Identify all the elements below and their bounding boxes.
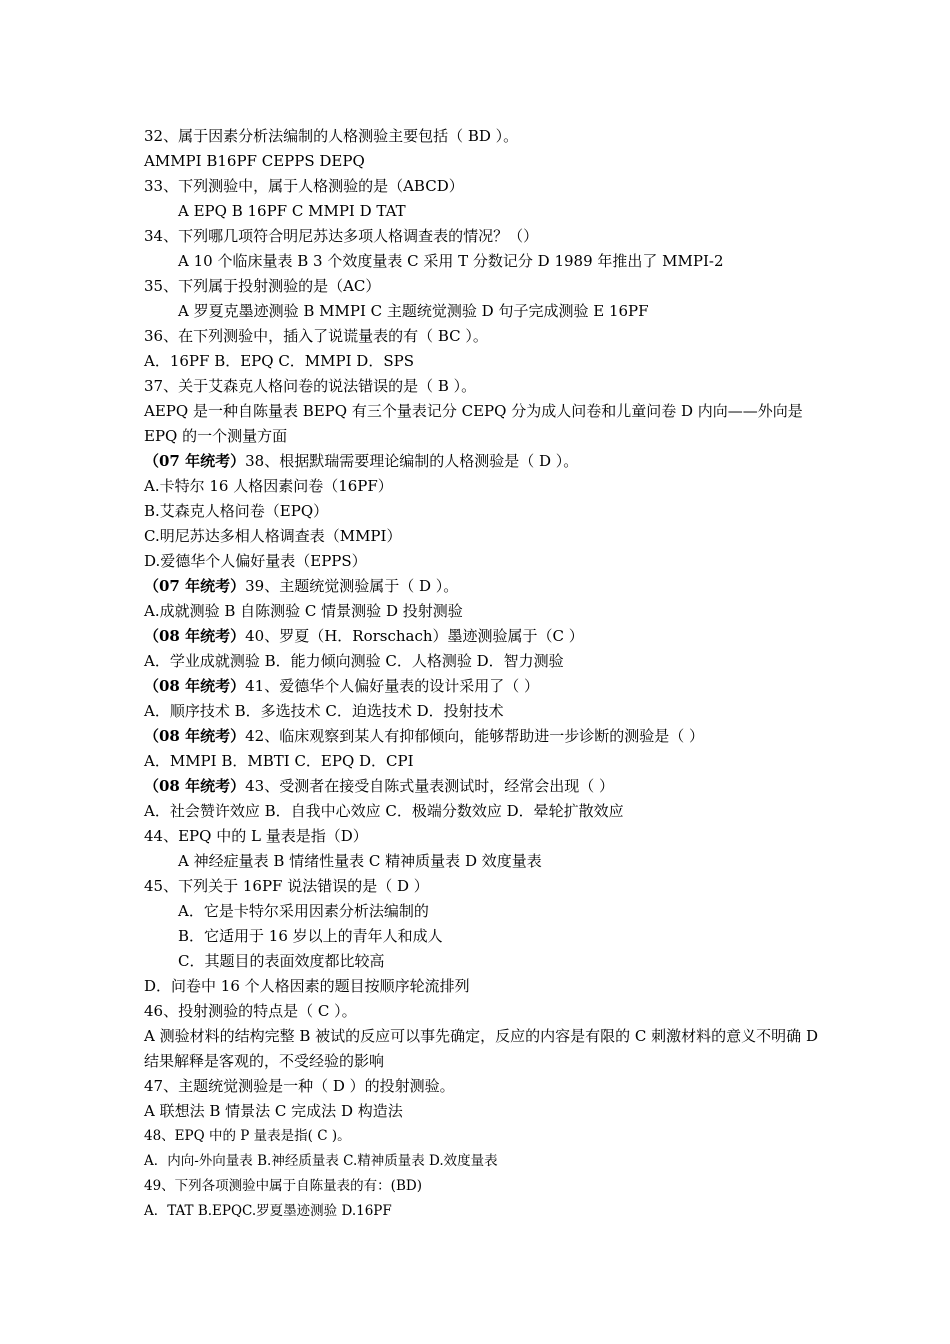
question-41 <box>144 674 824 699</box>
option-45-d: D．问卷中 16 个人格因素的题目按顺序轮流排列 <box>144 977 470 995</box>
question-text: 39、主题统觉测验属于（ D ）。 <box>245 577 459 595</box>
exam-tag: （07 年统考） <box>144 452 246 470</box>
question-text: 42、临床观察到某人有抑郁倾向，能够帮助进一步诊断的测验是（ ） <box>245 727 704 745</box>
exam-tag: （08 年统考） <box>144 727 246 745</box>
options-41: A．顺序技术 B．多选技术 C．迫选技术 D．投射技术 <box>144 702 504 720</box>
option-38-c: C.明尼苏达多相人格调查表（MMPI） <box>144 527 402 545</box>
options-34: A 10 个临床量表 B 3 个效度量表 C 采用 T 分数记分 D 1989 年推出了 MMPI-2 <box>178 252 724 270</box>
options-46: A 测验材料的结构完整 B 被试的反应可以事先确定，反应的内容是有限的 C 刺激材料的意义不明确 D 结果解释是客观的，不受经验的影响 <box>144 1027 818 1070</box>
question-35: 35、下列属于投射测验的是（AC） <box>144 277 381 295</box>
options-32: AMMPI B16PF CEPPS DEPQ <box>144 152 365 170</box>
options-35: A 罗夏克墨迹测验 B MMPI C 主题统觉测验 D 句子完成测验 E 16PF <box>178 302 649 320</box>
question-38 <box>144 449 824 474</box>
options-43: A．社会赞许效应 B．自我中心效应 C．极端分数效应 D．晕轮扩散效应 <box>144 802 624 820</box>
question-text: 38、根据默瑞需要理论编制的人格测验是（ D ）。 <box>245 452 579 470</box>
option-38-b: B.艾森克人格问卷（EPQ） <box>144 502 329 520</box>
options-33: A EPQ B 16PF C MMPI D TAT <box>178 202 406 220</box>
option-38-d: D.爱德华个人偏好量表（EPPS） <box>144 552 367 570</box>
exam-tag: （07 年统考） <box>144 577 246 595</box>
options-48: A．内向-外向量表 B.神经质量表 C.精神质量表 D.效度量表 <box>144 1153 498 1169</box>
question-text: 41、爱德华个人偏好量表的设计采用了（ ） <box>245 677 539 695</box>
document-page <box>144 124 824 1224</box>
question-43 <box>144 774 824 799</box>
question-45: 45、下列关于 16PF 说法错误的是（ D ） <box>144 877 429 895</box>
option-45-c: C．其题目的表面效度都比较高 <box>178 952 385 970</box>
question-42 <box>144 724 824 749</box>
options-47: A 联想法 B 情景法 C 完成法 D 构造法 <box>144 1102 403 1120</box>
question-36: 36、在下列测验中，插入了说谎量表的有（ BC ）。 <box>144 327 488 345</box>
question-47: 47、主题统觉测验是一种（ D ）的投射测验。 <box>144 1077 455 1095</box>
question-39 <box>144 574 824 599</box>
question-34: 34、下列哪几项符合明尼苏达多项人格调查表的情况？（） <box>144 227 539 245</box>
question-32: 32、属于因素分析法编制的人格测验主要包括（ BD ）。 <box>144 127 519 145</box>
question-49: 49、下列各项测验中属于自陈量表的有：(BD) <box>144 1178 422 1194</box>
question-46: 46、投射测验的特点是（ C ）。 <box>144 1002 357 1020</box>
question-44: 44、EPQ 中的 L 量表是指（D） <box>144 827 368 845</box>
option-45-b: B．它适用于 16 岁以上的青年人和成人 <box>178 927 443 945</box>
question-text: 43、受测者在接受自陈式量表测试时，经常会出现（ ） <box>245 777 614 795</box>
options-42: A．MMPI B．MBTI C．EPQ D．CPI <box>144 752 414 770</box>
question-40 <box>144 624 824 649</box>
options-44: A 神经症量表 B 情绪性量表 C 精神质量表 D 效度量表 <box>178 852 542 870</box>
options-36: A．16PF B．EPQ C．MMPI D．SPS <box>144 352 414 370</box>
options-49: A．TAT B.EPQC.罗夏墨迹测验 D.16PF <box>144 1203 392 1219</box>
question-33: 33、下列测验中，属于人格测验的是（ABCD） <box>144 177 464 195</box>
options-39: A.成就测验 B 自陈测验 C 情景测验 D 投射测验 <box>144 602 463 620</box>
question-37: 37、关于艾森克人格问卷的说法错误的是（ B ）。 <box>144 377 477 395</box>
exam-tag: （08 年统考） <box>144 677 246 695</box>
options-40: A．学业成就测验 B．能力倾向测验 C．人格测验 D．智力测验 <box>144 652 564 670</box>
exam-tag: （08 年统考） <box>144 777 246 795</box>
options-37: AEPQ 是一种自陈量表 BEPQ 有三个量表记分 CEPQ 分为成人问卷和儿童问卷 D 内向——外向是 EPQ 的一个测量方面 <box>144 402 803 445</box>
option-38-a: A.卡特尔 16 人格因素问卷（16PF） <box>144 477 393 495</box>
question-text: 40、罗夏（H．Rorschach）墨迹测验属于（C ） <box>245 627 584 645</box>
option-45-a: A．它是卡特尔采用因素分析法编制的 <box>178 902 429 920</box>
exam-tag: （08 年统考） <box>144 627 246 645</box>
question-48: 48、EPQ 中的 P 量表是指( C )。 <box>144 1128 351 1144</box>
